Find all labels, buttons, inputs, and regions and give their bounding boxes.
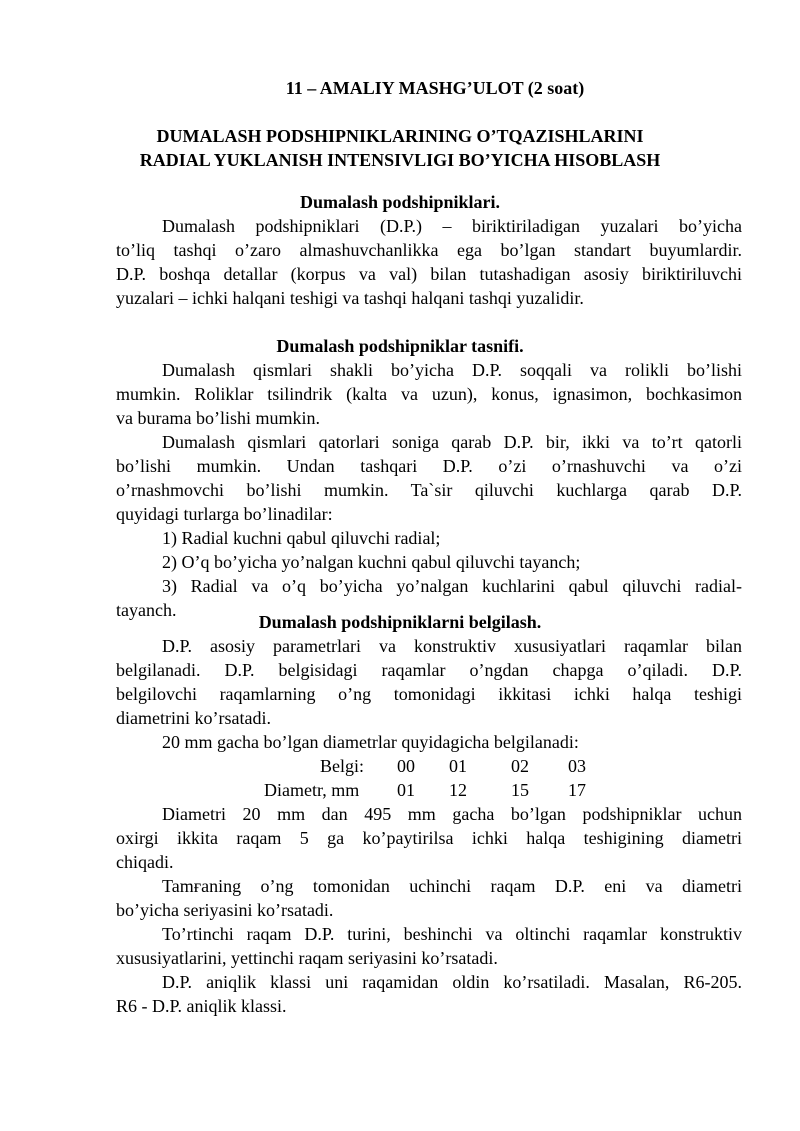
main-heading-line: RADIAL YUKLANISH INTENSIVLIGI BO’YICHA HISOBLASH xyxy=(139,150,661,170)
text-line: To’rtinchi raqam D.P. turini, beshinchi va oltinchi raqamlar konstruktiv xyxy=(162,924,742,944)
text-line: Tamғaning o’ng tomonidan uchinchi raqam D.P. eni va diametri xyxy=(162,876,742,896)
table-row-diametr xyxy=(0,778,800,802)
main-heading xyxy=(0,124,800,172)
text-line: yuzalari – ichki halqani teshigi va tashqi halqani tashqi yuzalidir. xyxy=(116,288,584,308)
text-line: 1) Radial kuchni qabul qiluvchi radial; xyxy=(162,528,441,548)
table-row-belgi xyxy=(0,754,800,778)
text-line: D.P. asosiy parametrlari va konstruktiv xususiyatlari raqamlar bilan xyxy=(162,636,742,656)
table-cell: 15 xyxy=(511,780,529,800)
text-line: to’liq tashqi o’zaro almashuvchanlikka ega bo’lgan standart buyumlardir. xyxy=(116,240,742,260)
text-line: 2) O’q bo’yicha yo’nalgan kuchni qabul qiluvchi tayanch; xyxy=(162,552,581,572)
text-line: D.P. aniqlik klassi uni raqamidan oldin ko’rsatiladi. Masalan, R6-205. xyxy=(162,972,742,992)
row-label: Diametr, mm xyxy=(264,780,360,800)
section-heading-belgilash: Dumalash podshipniklarni belgilash. xyxy=(258,612,542,632)
text-line: Dumalash qismlari qatorlari soniga qarab D.P. bir, ikki va to’rt qatorli xyxy=(162,432,742,452)
text-line: belgilanadi. D.P. belgisidagi raqamlar o’ngdan chapga o’qiladi. D.P. xyxy=(116,660,742,680)
text-line: tayanch. xyxy=(116,600,177,620)
table-cell: 00 xyxy=(397,756,415,776)
list-item-radial xyxy=(116,526,742,550)
table-cell: 17 xyxy=(568,780,586,800)
paragraph-diameters-intro xyxy=(116,730,742,754)
list-item-tayanch xyxy=(116,550,742,574)
table-cell: 03 xyxy=(568,756,586,776)
text-line: Dumalash qismlari shakli bo’yicha D.P. soqqali va rolikli bo’lishi xyxy=(162,360,742,380)
paragraph-parameters xyxy=(116,634,742,730)
text-line: mumkin. Roliklar tsilindrik (kalta va uzun), konus, ignasimon, bochkasimon xyxy=(116,384,742,404)
text-line: Dumalash podshipniklari (D.P.) – biriktiriladigan yuzalari bo’yicha xyxy=(162,216,742,236)
text-line: o’rnashmovchi bo’lishi mumkin. Ta`sir qiluvchi kuchlarga qarab D.P. xyxy=(116,480,742,500)
text-line: va burama bo’lishi mumkin. xyxy=(116,408,320,428)
paragraph-third-digit xyxy=(116,874,742,922)
paragraph-definition xyxy=(116,214,742,310)
text-line: chiqadi. xyxy=(116,852,174,872)
text-line: quyidagi turlarga bo’linadilar: xyxy=(116,504,333,524)
paragraph-shape xyxy=(116,358,742,430)
text-line: bo’yicha seriyasini ko’rsatadi. xyxy=(116,900,334,920)
table-cell: 02 xyxy=(511,756,529,776)
table-cell: 12 xyxy=(449,780,467,800)
paragraph-accuracy-class xyxy=(116,970,742,1018)
text-line: oxirgi ikkita raqam 5 ga ko’paytirilsa ichki halqa teshigining diametri xyxy=(116,828,742,848)
text-line: bo’lishi mumkin. Undan tashqari D.P. o’zi o’rnashuvchi va o’zi xyxy=(116,456,742,476)
text-line: 20 mm gacha bo’lgan diametrlar quyidagicha belgilanadi: xyxy=(162,732,579,752)
text-line: Diametri 20 mm dan 495 mm gacha bo’lgan podshipniklar uchun xyxy=(162,804,742,824)
table-cell: 01 xyxy=(449,756,467,776)
paragraph-rows xyxy=(116,430,742,526)
page-title: 11 – AMALIY MASHG’ULOT (2 soat) xyxy=(285,78,585,98)
text-line: R6 - D.P. aniqlik klassi. xyxy=(116,996,287,1016)
text-line: 3) Radial va o’q bo’yicha yo’nalgan kuchlarini qabul qiluvchi radial- xyxy=(162,576,742,596)
row-label: Belgi: xyxy=(320,756,364,776)
paragraph-diameter-rule xyxy=(116,802,742,874)
paragraph-fourth-digit xyxy=(116,922,742,970)
text-line: xususiyatlarini, yettinchi raqam seriyasini ko’rsatadi. xyxy=(116,948,498,968)
text-line: diametrini ko’rsatadi. xyxy=(116,708,271,728)
main-heading-line: DUMALASH PODSHIPNIKLARINING O’TQAZISHLARINI xyxy=(156,126,644,146)
text-line: belgilovchi raqamlarning o’ng tomonidagi ikkitasi ichki halqa teshigi xyxy=(116,684,742,704)
table-cell: 01 xyxy=(397,780,415,800)
text-line: D.P. boshqa detallar (korpus va val) bilan tutashadigan asosiy biriktiriluvchi xyxy=(116,264,742,284)
section-heading-podshipniklar: Dumalash podshipniklari. xyxy=(299,192,501,212)
section-heading-tasnifi: Dumalash podshipniklar tasnifi. xyxy=(276,336,524,356)
